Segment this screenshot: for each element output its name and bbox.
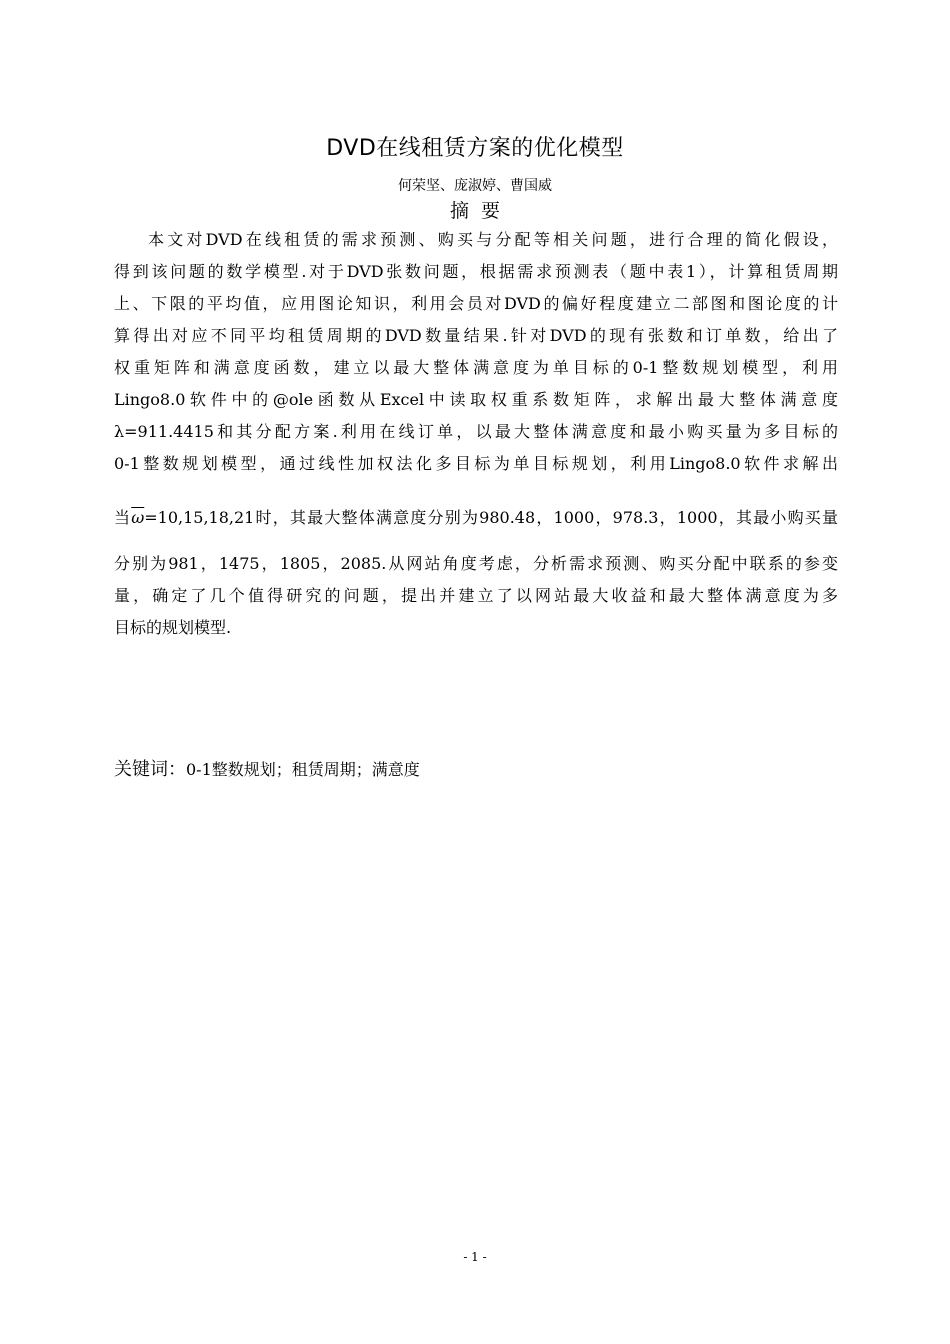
keywords-value: 0-1整数规划；租赁周期；满意度: [186, 760, 420, 779]
abstract-line: 量，确定了几个值得研究的问题，提出并建立了以网站最大收益和最大整体满意度为多: [114, 586, 838, 605]
abstract-line-omega: [114, 502, 838, 534]
abstract-line: 目标的规划模型.: [114, 618, 232, 637]
abstract-line: λ=911.4415和其分配方案.利用在线订单，以最大整体满意度和最小购买量为多目标的: [114, 422, 838, 441]
page-number: - 1 -: [463, 1250, 487, 1264]
author-list: 何荣坚、庞淑婷、曹国威: [398, 178, 552, 194]
keywords-line: [114, 756, 420, 784]
abstract-line: Lingo8.0软件中的@ole函数从Excel中读取权重系数矩阵，求解出最大整体满意度: [114, 390, 838, 409]
abstract-line: 分别为981，1475，1805，2085.从网站角度考虑，分析需求预测、购买分配中联系的参变: [114, 554, 838, 573]
abstract-line: 本文对DVD在线租赁的需求预测、购买与分配等相关问题，进行合理的简化假设，: [148, 230, 838, 249]
omega-line-prefix: 当: [114, 508, 132, 527]
abstract-heading: 摘要: [449, 200, 512, 222]
abstract-line: 得到该问题的数学模型.对于DVD张数问题，根据需求预测表（题中表1），计算租赁周期: [114, 262, 838, 281]
abstract-line: 0-1整数规划模型，通过线性加权法化多目标为单目标规划，利用Lingo8.0软件求解出: [114, 454, 838, 473]
abstract-line: 权重矩阵和满意度函数，建立以最大整体满意度为单目标的0-1整数规划模型，利用: [114, 358, 838, 377]
omega-symbol: $\overline{\omega}$: [131, 508, 145, 527]
abstract-line: 算得出对应不同平均租赁周期的DVD数量结果.针对DVD的现有张数和订单数，给出了: [114, 326, 838, 345]
abstract-line: 上、下限的平均值，应用图论知识，利用会员对DVD的偏好程度建立二部图和图论度的计: [114, 294, 838, 313]
omega-line-suffix: =10,15,18,21时，其最大整体满意度分别为980.48，1000，978.3，1000，其最小购买量: [144, 508, 838, 527]
keywords-label: 关键词：: [114, 759, 186, 780]
abstract-body: [114, 224, 838, 644]
paper-title: DVD在线租赁方案的优化模型: [326, 136, 624, 161]
